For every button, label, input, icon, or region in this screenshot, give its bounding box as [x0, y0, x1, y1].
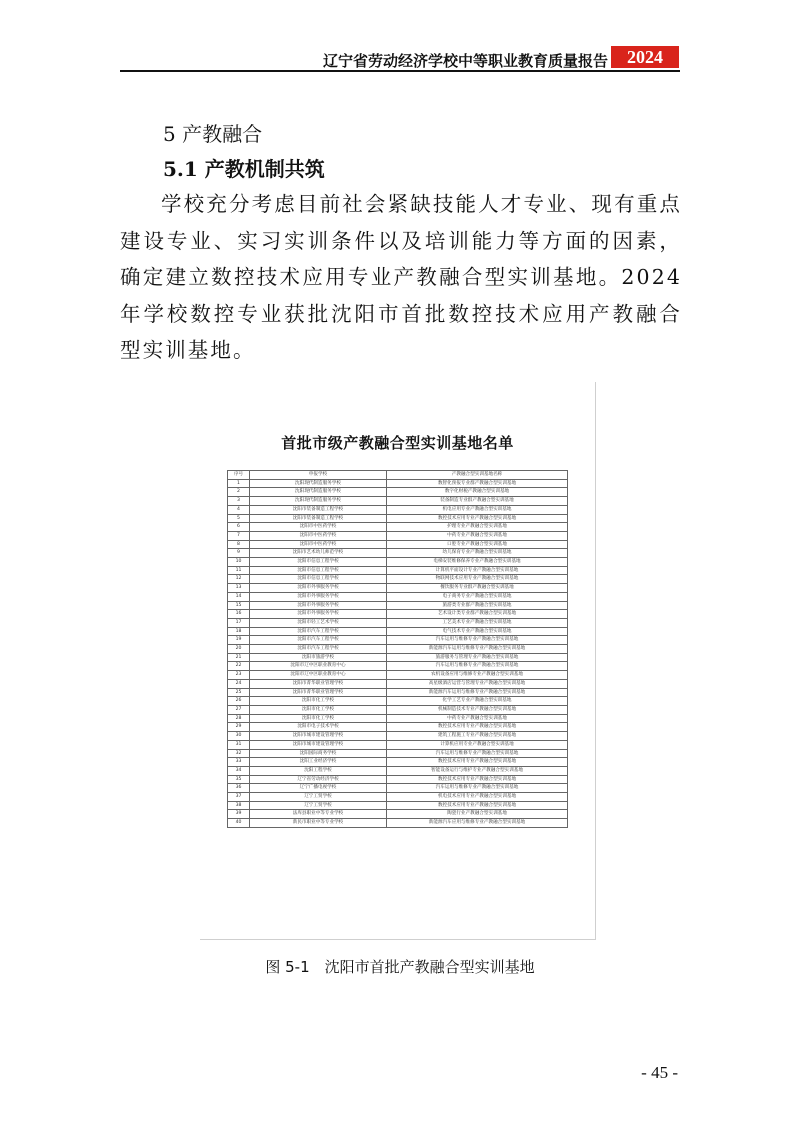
row-base-name: 陶瓷行业产教融合型实训基地: [387, 810, 568, 819]
row-index: 9: [228, 549, 250, 558]
row-index: 31: [228, 740, 250, 749]
row-base-name: 数字化财税产教融合型实训基地: [387, 488, 568, 497]
row-index: 10: [228, 558, 250, 567]
row-base-name: 物联网技术应用专业产教融合型实训基地: [387, 575, 568, 584]
row-index: 5: [228, 514, 250, 523]
row-base-name: 工艺美术专业产教融合型实训基地: [387, 618, 568, 627]
row-school: 沈阳国际商务学校: [250, 749, 387, 758]
row-base-name: 护理专业产教融合型实训基地: [387, 523, 568, 532]
row-school: 沈阳现代制造服务学校: [250, 488, 387, 497]
row-base-name: 艺术设计类专业群产教融合型实训基地: [387, 610, 568, 619]
row-index: 39: [228, 810, 250, 819]
table-row: [228, 479, 568, 488]
row-school: 沈阳市城市建设管理学校: [250, 732, 387, 741]
table-row: [228, 714, 568, 723]
row-school: 沈阳市信息工程学校: [250, 575, 387, 584]
table-row: [228, 645, 568, 654]
row-base-name: 幼儿保育专业产教融合型实训基地: [387, 549, 568, 558]
row-index: 2: [228, 488, 250, 497]
table-row: [228, 514, 568, 523]
row-index: 35: [228, 775, 250, 784]
row-base-name: 电气技术专业产教融合型实训基地: [387, 627, 568, 636]
figure-caption: 图 5-1 沈阳市首批产教融合型实训基地: [265, 958, 535, 976]
row-base-name: 机电技术应用专业产教融合型实训基地: [387, 793, 568, 802]
body-paragraph: 学校充分考虑目前社会紧缺技能人才专业、现有重点建设专业、实习实训条件以及培训能力等方面的因素，确定建立数控技术应用专业产教融合型实训基地。2024 年学校数控专业获批沈阳市首批数控技术应用产教融合型实训基地。: [120, 192, 682, 362]
row-index: 36: [228, 784, 250, 793]
row-school: 辽宁广播电视学校: [250, 784, 387, 793]
table-row: [228, 592, 568, 601]
row-index: 18: [228, 627, 250, 636]
table-body: [228, 479, 568, 827]
row-school: 沈阳市汽车工程学校: [250, 627, 387, 636]
training-base-table: [227, 470, 568, 828]
row-base-name: 数控技术应用专业产教融合型实训基地: [387, 723, 568, 732]
row-index: 11: [228, 566, 250, 575]
row-index: 17: [228, 618, 250, 627]
row-index: 19: [228, 636, 250, 645]
table-row: [228, 758, 568, 767]
row-school: 沈阳市中医药学校: [250, 531, 387, 540]
row-index: 13: [228, 584, 250, 593]
row-index: 33: [228, 758, 250, 767]
row-base-name: 数控技术应用专业产教融合型实训基地: [387, 775, 568, 784]
row-school: 沈阳市菁华职业管理学校: [250, 679, 387, 688]
page-number: - 45 -: [641, 1063, 678, 1082]
row-school: 沈阳市艺术幼儿师范学校: [250, 549, 387, 558]
table-row: [228, 662, 568, 671]
section-heading: 5 产教融合: [163, 122, 263, 146]
row-base-name: 数控技术应用专业产教融合型实训基地: [387, 514, 568, 523]
row-base-name: 汽车运用与维修专业产教融合型实训基地: [387, 662, 568, 671]
row-school: 沈阳市中医药学校: [250, 523, 387, 532]
row-base-name: 数控技术应用专业产教融合型实训基地: [387, 758, 568, 767]
table-row: [228, 618, 568, 627]
row-school: 沈阳现代制造服务学校: [250, 479, 387, 488]
row-index: 24: [228, 679, 250, 688]
column-header-base-name: 产教融合型实训基地名称: [387, 471, 568, 480]
row-index: 15: [228, 601, 250, 610]
row-school: 沈阳市轻工艺术学校: [250, 618, 387, 627]
row-school: 沈阳市菁华职业管理学校: [250, 688, 387, 697]
row-index: 34: [228, 766, 250, 775]
row-base-name: 新能源汽车运用与维修专业产教融合型实训基地: [387, 688, 568, 697]
table-row: [228, 627, 568, 636]
table-row: [228, 784, 568, 793]
row-base-name: 农机设备应用与维修专业产教融合型实训基地: [387, 671, 568, 680]
row-index: 25: [228, 688, 250, 697]
row-school: 沈阳市化工学校: [250, 705, 387, 714]
row-base-name: 新能源汽车运用与维修专业产教融合型实训基地: [387, 645, 568, 654]
row-school: 沈阳市电子技术学校: [250, 723, 387, 732]
row-index: 29: [228, 723, 250, 732]
row-index: 8: [228, 540, 250, 549]
row-index: 26: [228, 697, 250, 706]
row-index: 32: [228, 749, 250, 758]
table-row: [228, 653, 568, 662]
row-base-name: 口腔专业产教融合型实训基地: [387, 540, 568, 549]
row-school: 沈阳市外事服务学校: [250, 610, 387, 619]
subsection-heading: 5.1 产教机制共筑: [163, 157, 325, 181]
table-row: [228, 732, 568, 741]
table-row: [228, 801, 568, 810]
table-row: [228, 488, 568, 497]
row-index: 16: [228, 610, 250, 619]
row-school: 沈阳市辽中区职业教育中心: [250, 671, 387, 680]
row-base-name: 电子商务专业产教融合型实训基地: [387, 592, 568, 601]
figure-image: [200, 382, 596, 940]
row-index: 38: [228, 801, 250, 810]
table-row: [228, 740, 568, 749]
row-index: 23: [228, 671, 250, 680]
table-row: [228, 775, 568, 784]
row-base-name: 计算机平面设计专业产教融合型实训基地: [387, 566, 568, 575]
row-base-name: 中药专业产教融合型实训基地: [387, 531, 568, 540]
table-row: [228, 810, 568, 819]
row-school: 沈阳市外事服务学校: [250, 601, 387, 610]
row-base-name: 化学工艺专业产教融合型实训基地: [387, 697, 568, 706]
table-row: [228, 610, 568, 619]
row-base-name: 汽车运用与维修专业产教融合型实训基地: [387, 784, 568, 793]
table-row: [228, 819, 568, 828]
table-row: [228, 793, 568, 802]
row-school: 沈阳市信息工程学校: [250, 558, 387, 567]
row-school: 沈阳市外事服务学校: [250, 584, 387, 593]
row-index: 3: [228, 497, 250, 506]
row-base-name: 汽车运用与维修专业产教融合型实训基地: [387, 749, 568, 758]
table-row: [228, 566, 568, 575]
row-school: 辽宁省劳动经济学校: [250, 775, 387, 784]
row-index: 20: [228, 645, 250, 654]
row-index: 21: [228, 653, 250, 662]
row-base-name: 新能源汽车应用与维修专业产教融合型实训基地: [387, 819, 568, 828]
table-row: [228, 575, 568, 584]
row-index: 4: [228, 505, 250, 514]
row-school: 沈阳市装备制造工程学校: [250, 514, 387, 523]
table-row: [228, 523, 568, 532]
row-school: 辽宁工贸学校: [250, 793, 387, 802]
table-row: [228, 749, 568, 758]
table-row: [228, 505, 568, 514]
figure-title: 首批市级产教融合型实训基地名单: [281, 434, 514, 452]
row-index: 27: [228, 705, 250, 714]
header-divider: [120, 70, 680, 72]
row-base-name: 数智化预报专业群产教融合型实训基地: [387, 479, 568, 488]
report-year-badge: 2024: [611, 46, 679, 68]
table-row: [228, 558, 568, 567]
table-row: [228, 531, 568, 540]
row-base-name: 计算机应用专业产教融合型实训基地: [387, 740, 568, 749]
table-row: [228, 549, 568, 558]
report-header-title: 辽宁省劳动经济学校中等职业教育质量报告: [322, 52, 608, 70]
row-base-name: 装备制造专业群产教融合型实训基地: [387, 497, 568, 506]
row-base-name: 中药专业产教融合型实训基地: [387, 714, 568, 723]
row-school: 沈阳市装备制造工程学校: [250, 505, 387, 514]
row-school: 沈阳市中医药学校: [250, 540, 387, 549]
row-base-name: 电梯安装维修保养专业产教融合型实训基地: [387, 558, 568, 567]
table-row: [228, 766, 568, 775]
table-row: [228, 584, 568, 593]
row-index: 28: [228, 714, 250, 723]
row-school: 沈阳市汽车工程学校: [250, 636, 387, 645]
row-base-name: 机电应用专业产教融合型实训基地: [387, 505, 568, 514]
row-index: 22: [228, 662, 250, 671]
table-row: [228, 540, 568, 549]
row-school: 沈阳市外事服务学校: [250, 592, 387, 601]
row-school: 沈阳工程学校: [250, 766, 387, 775]
row-school: 沈阳市化工学校: [250, 697, 387, 706]
row-index: 6: [228, 523, 250, 532]
row-base-name: 智能设备运行与维护专业产教融合型实训基地: [387, 766, 568, 775]
column-header-school: 申报学校: [250, 471, 387, 480]
table-row: [228, 688, 568, 697]
row-index: 40: [228, 819, 250, 828]
row-index: 7: [228, 531, 250, 540]
row-base-name: 高星级酒店运营与管理专业产教融合型实训基地: [387, 679, 568, 688]
row-index: 12: [228, 575, 250, 584]
row-school: 沈阳现代制造服务学校: [250, 497, 387, 506]
row-base-name: 机械制造技术专业产教融合型实训基地: [387, 705, 568, 714]
row-index: 30: [228, 732, 250, 741]
row-school: 沈阳市汽车工程学校: [250, 645, 387, 654]
table-row: [228, 697, 568, 706]
table-header-row: [228, 471, 568, 480]
row-base-name: 数控技术应用专业产教融合型实训基地: [387, 801, 568, 810]
row-school: 沈阳市旅游学校: [250, 653, 387, 662]
table-row: [228, 671, 568, 680]
column-header-index: 序号: [228, 471, 250, 480]
table-row: [228, 497, 568, 506]
row-school: 沈阳市信息工程学校: [250, 566, 387, 575]
row-base-name: 旅游类专业群产教融合型实训基地: [387, 601, 568, 610]
row-base-name: 餐饮服务专业群产教融合型实训基地: [387, 584, 568, 593]
row-school: 新民市职业中等专业学校: [250, 819, 387, 828]
table-row: [228, 705, 568, 714]
row-school: 沈阳市城市建设管理学校: [250, 740, 387, 749]
row-school: 法库县职业中等专业学校: [250, 810, 387, 819]
table-row: [228, 679, 568, 688]
row-school: 辽宁工贸学校: [250, 801, 387, 810]
row-base-name: 汽车运用与维修专业产教融合型实训基地: [387, 636, 568, 645]
row-school: 沈阳工业经济学校: [250, 758, 387, 767]
row-index: 37: [228, 793, 250, 802]
row-school: 沈阳市辽中区职业教育中心: [250, 662, 387, 671]
table-row: [228, 723, 568, 732]
row-base-name: 建筑工程施工专业产教融合型实训基地: [387, 732, 568, 741]
table-row: [228, 601, 568, 610]
row-school: 沈阳市化工学校: [250, 714, 387, 723]
row-index: 14: [228, 592, 250, 601]
row-index: 1: [228, 479, 250, 488]
table-row: [228, 636, 568, 645]
row-base-name: 旅游服务与管理专业产教融合型实训基地: [387, 653, 568, 662]
